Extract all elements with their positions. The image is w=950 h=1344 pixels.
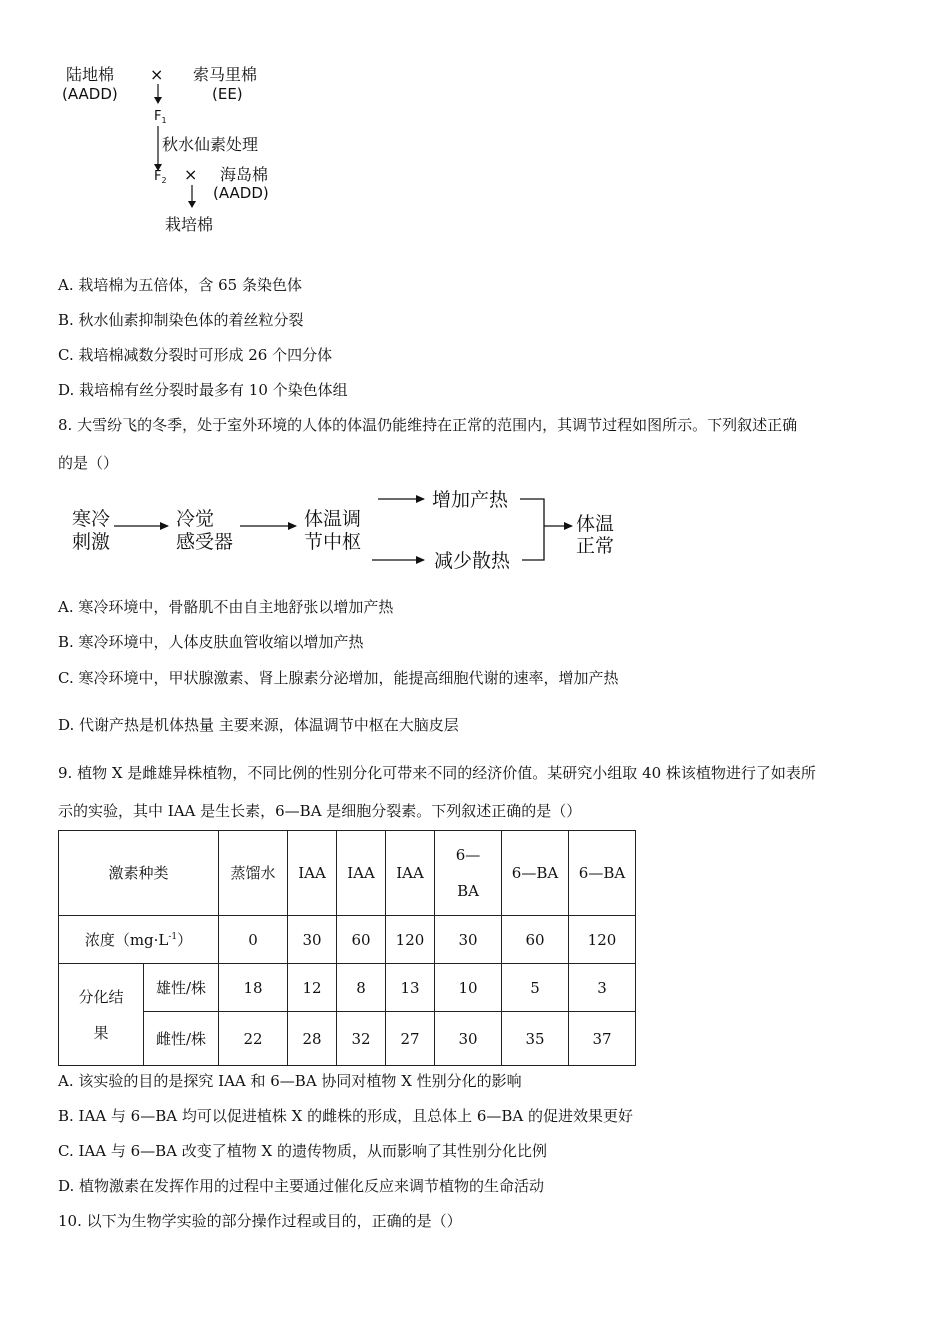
node-cold-a: 寒冷 [72,508,111,530]
parent1-genome: (AADD) [62,85,118,103]
table-row-female [59,1012,636,1066]
female-cell: 32 [337,1012,386,1066]
q9-option-a: A. 该实验的目的是探究 IAA 和 6—BA 协同对植物 X 性别分化的影响 [58,1072,522,1090]
node-receptor-b: 感受器 [176,531,234,553]
treatment-label: 秋水仙素处理 [162,135,259,154]
q9-stem-line2: 示的实验，其中 IAA 是生长素，6—BA 是细胞分裂素。下列叙述正确的是（） [58,802,582,820]
parent3-name: 海岛棉 [220,165,269,184]
female-cell: 37 [569,1012,636,1066]
female-cell: 28 [288,1012,337,1066]
q9-stem-line1: 9. 植物 X 是雌雄异株植物，不同比例的性别分化可带来不同的经济价值。某研究小组取 40 株该植物进行了如表所 [58,764,816,782]
hormone-cell: IAA [288,831,337,916]
header-concentration: 浓度$(mg\cdot L^{-1})$ [59,916,219,964]
q8-option-b: B. 寒冷环境中，人体皮肤血管收缩以增加产热 [58,633,364,651]
parent1-name: 陆地棉 [66,65,115,84]
thermoregulation-diagram-svg [0,480,700,580]
node-cold-b: 刺激 [72,531,111,553]
female-cell: 27 [386,1012,435,1066]
male-cell: 12 [288,964,337,1012]
hormone-cell: 蒸馏水 [219,831,288,916]
conc-cell: 120 [386,916,435,964]
parent3-genome: (AADD) [213,184,269,202]
f1-label: $F_1$ [154,109,167,125]
parent2-genome: (EE) [212,85,243,103]
f2-label: $F_2$ [154,169,167,185]
header-male: 雄性/株 [144,964,219,1012]
female-cell: 35 [502,1012,569,1066]
hormone-6ba-line1: 6— [455,846,481,864]
q9-option-d: D. 植物激素在发挥作用的过程中主要通过催化反应来调节植物的生命活动 [58,1177,545,1195]
male-cell: 3 [569,964,636,1012]
hormone-cell: IAA [337,831,386,916]
bracket [520,499,544,560]
q8-stem-line2: 的是（） [58,454,119,472]
hormone-cell: 6—BA [502,831,569,916]
hormone-table [58,830,636,1066]
node-normal-a: 体温 [576,513,615,535]
male-cell: 18 [219,964,288,1012]
parent2-name: 索马里棉 [193,65,258,84]
female-cell: 22 [219,1012,288,1066]
male-cell: 8 [337,964,386,1012]
table-row-concentration [59,916,636,964]
hormone-cell [435,831,502,916]
node-center-b: 节中枢 [304,531,362,553]
conc-cell: 30 [288,916,337,964]
female-cell: 30 [435,1012,502,1066]
table-row-hormones [59,831,636,916]
node-increase-heat: 增加产热 [432,489,509,511]
header-female: 雌性/株 [144,1012,219,1066]
q7-option-a: A. 栽培棉为五倍体，含 65 条染色体 [58,276,302,294]
q8-option-a: A. 寒冷环境中，骨骼肌不由自主地舒张以增加产热 [58,598,394,616]
node-center-a: 体温调 [304,508,362,530]
conc-cell: 30 [435,916,502,964]
conc-cell: 60 [337,916,386,964]
q9-option-b: B. IAA 与 6—BA 均可以促进植株 X 的雌株的形成，且总体上 6—BA 的促进效果更好 [58,1107,634,1125]
hormone-cell: 6—BA [569,831,636,916]
breeding-diagram-svg [0,0,320,245]
node-receptor-a: 冷觉 [176,508,215,530]
table-row-male [59,964,636,1012]
header-hormone-type: 激素种类 [59,831,219,916]
male-cell: 13 [386,964,435,1012]
q9-option-c: C. IAA 与 6—BA 改变了植物 X 的遗传物质，从而影响了其性别分化比例 [58,1142,547,1160]
node-reduce-loss: 减少散热 [434,550,511,572]
conc-cell: 60 [502,916,569,964]
q8-option-c: C. 寒冷环境中，甲状腺激素、肾上腺素分泌增加，能提高细胞代谢的速率，增加产热 [58,669,619,687]
q8-option-d: D. 代谢产热是机体热量 主要来源，体温调节中枢在大脑皮层 [58,716,459,734]
male-cell: 10 [435,964,502,1012]
cross-symbol-1: × [150,65,164,84]
result-label: 栽培棉 [165,215,214,234]
q8-stem-line1: 8. 大雪纷飞的冬季，处于室外环境的人体的体温仍能维持在正常的范围内，其调节过程如图所示。下列叙述正确 [58,416,798,434]
conc-cell: 120 [569,916,636,964]
q10-stem: 10. 以下为生物学实验的部分操作过程或目的，正确的是（） [58,1212,462,1230]
q7-option-b: B. 秋水仙素抑制染色体的着丝粒分裂 [58,311,304,329]
node-normal-b: 正常 [576,535,615,557]
male-cell: 5 [502,964,569,1012]
header-result: 分化结 果 [59,964,144,1066]
conc-cell: 0 [219,916,288,964]
hormone-6ba-line2: BA [457,882,479,900]
cross-symbol-2: × [184,165,198,184]
q7-option-d: D. 栽培棉有丝分裂时最多有 10 个染色体组 [58,381,348,399]
hormone-cell: IAA [386,831,435,916]
q7-option-c: C. 栽培棉减数分裂时可形成 26 个四分体 [58,346,333,364]
